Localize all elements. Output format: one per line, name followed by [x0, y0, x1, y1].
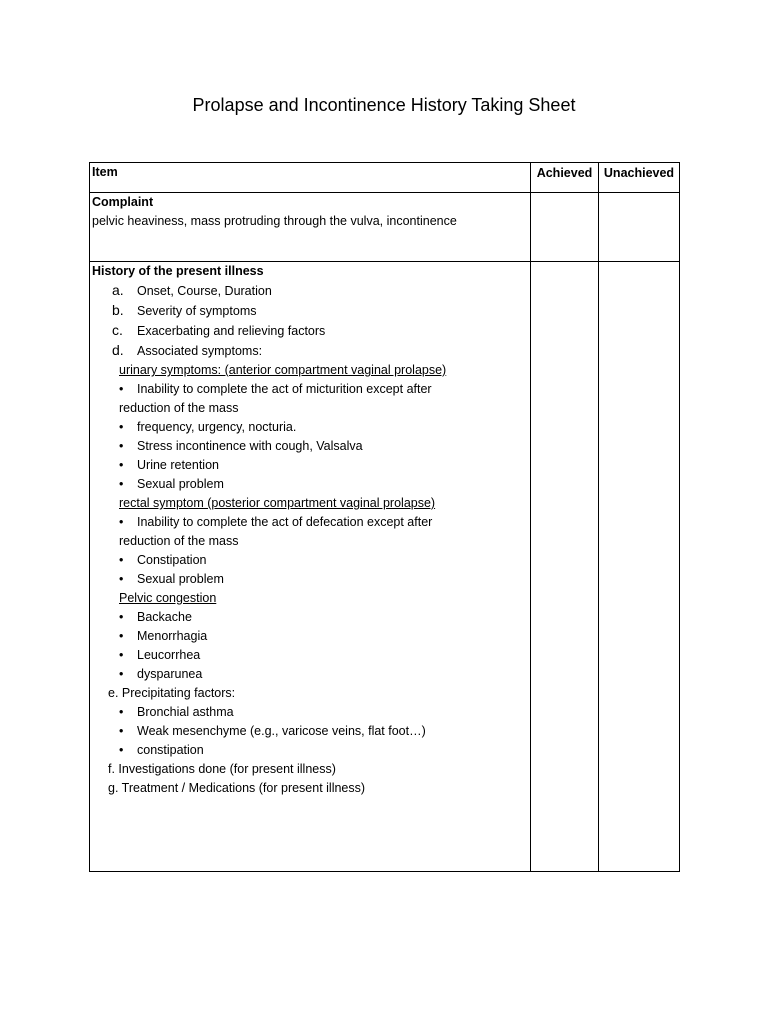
- list-item: a. Onset, Course, Duration: [112, 282, 272, 298]
- list-item: • Constipation: [119, 553, 207, 567]
- list-item: • Inability to complete the act of defecation except after: [119, 515, 433, 529]
- history-achieved-cell[interactable]: [531, 262, 599, 872]
- header-item: Item: [90, 163, 531, 193]
- list-item: • Urine retention: [119, 458, 219, 472]
- history-cell: [90, 262, 531, 872]
- rectal-heading: rectal symptom (posterior compartment vaginal prolapse): [119, 496, 436, 510]
- investigations-item: f. Investigations done (for present illness): [108, 762, 336, 776]
- complaint-cell: [90, 193, 531, 262]
- list-item: • Stress incontinence with cough, Valsalva: [119, 439, 363, 453]
- history-unachieved-cell[interactable]: [599, 262, 680, 872]
- complaint-unachieved-cell[interactable]: [599, 193, 680, 262]
- table-row-complaint: [90, 193, 680, 262]
- list-item: • frequency, urgency, nocturia.: [119, 420, 297, 434]
- pelvic-heading: Pelvic congestion: [119, 591, 217, 605]
- list-item: • Bronchial asthma: [119, 705, 234, 719]
- header-unachieved: Unachieved: [599, 163, 680, 193]
- list-item: d. Associated symptoms:: [112, 342, 263, 358]
- complaint-heading: Complaint: [92, 195, 154, 209]
- list-item: • Leucorrhea: [119, 648, 201, 662]
- list-item: • Sexual problem: [119, 572, 224, 586]
- complaint-text: pelvic heaviness, mass protruding through the vulva, incontinence: [92, 214, 457, 228]
- list-item: • Weak mesenchyme (e.g., varicose veins, flat foot…): [119, 724, 426, 738]
- list-item: c. Exacerbating and relieving factors: [112, 322, 326, 338]
- list-item: • Sexual problem: [119, 477, 224, 491]
- list-item: • Menorrhagia: [119, 629, 208, 643]
- list-item-continuation: reduction of the mass: [119, 534, 239, 548]
- table-header-row: [90, 163, 680, 193]
- urinary-heading: urinary symptoms: (anterior compartment vaginal prolapse): [119, 363, 447, 377]
- list-item: • constipation: [119, 743, 204, 757]
- page-title: Prolapse and Incontinence History Taking Sheet: [192, 95, 576, 115]
- list-item: • Inability to complete the act of micturition except after: [119, 382, 432, 396]
- table-row-history: [90, 262, 680, 872]
- history-taking-table: [89, 162, 680, 872]
- treatment-item: g. Treatment / Medications (for present illness): [108, 781, 366, 795]
- list-item-continuation: reduction of the mass: [119, 401, 239, 415]
- list-item: • dysparunea: [119, 667, 203, 681]
- precipitating-factors-heading: e. Precipitating factors:: [108, 686, 236, 700]
- history-heading: History of the present illness: [92, 264, 264, 278]
- list-item: b. Severity of symptoms: [112, 302, 257, 318]
- complaint-achieved-cell[interactable]: [531, 193, 599, 262]
- header-achieved: Achieved: [531, 163, 599, 193]
- list-item: • Backache: [119, 610, 192, 624]
